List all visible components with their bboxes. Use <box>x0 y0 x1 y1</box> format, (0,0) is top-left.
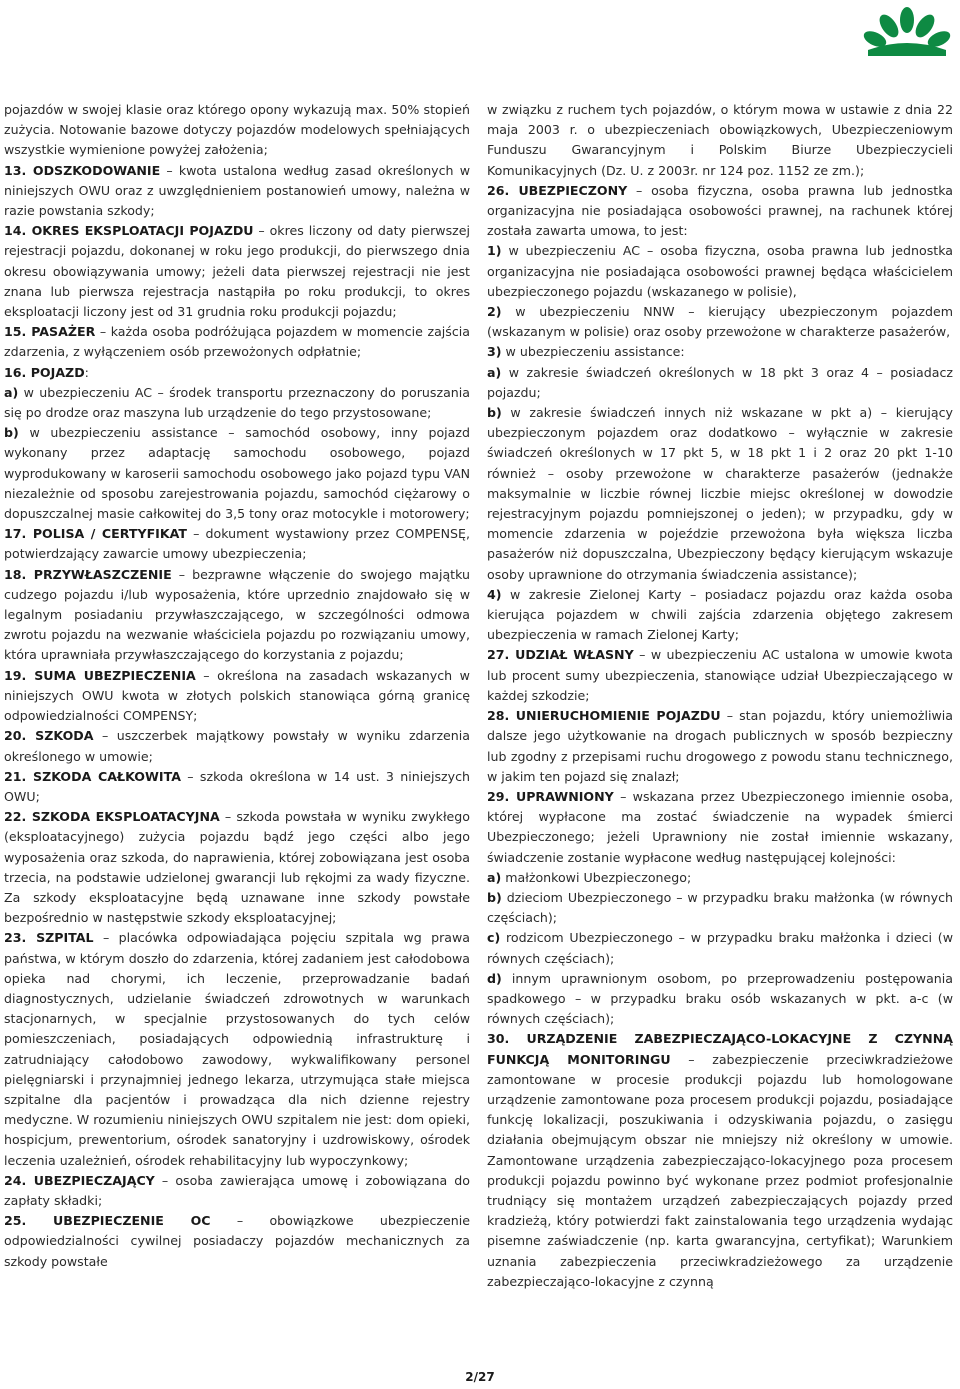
definition-text: – dokument wystawiony przez COMPENSĘ, potwierdzający zawarcie umowy ubezpieczenia; <box>4 526 470 562</box>
definition-term: 18. PRZYWŁASZCZENIE <box>4 566 172 582</box>
item-label: 2) <box>487 304 502 320</box>
definition-term: 19. SUMA UBEZPIECZENIA <box>4 667 196 683</box>
definition-text: : <box>84 364 89 380</box>
definition-text: – każda osoba podróżująca pojazdem w momencie zajścia zdarzenia, z wyłączeniem osób przewożonych odpłatnie; <box>4 324 471 360</box>
definition-term: 30. URZĄDZENIE ZABEZPIECZAJĄCO-LOKACYJNE Z CZYNNĄ FUNKCJĄ MONITORINGU <box>487 1031 953 1067</box>
definition-text: w związku z ruchem tych pojazdów, o którym mowa w ustawie z dnia 22 maja 2003 r. o ubezpieczeniach obowiązkowych, Ubezpieczeniowym Funduszu Gwarancyjnym i Polskim Biurze Ubezpieczycieli Komunikacyjnych (Dz. U. z 2003r. nr 124 poz. 1152 ze zm.); <box>487 102 953 178</box>
definition-term: 29. UPRAWNIONY <box>487 788 614 804</box>
definition-text: – wskazana przez Ubezpieczonego imiennie osoba, której wypłacone ma zostać świadczenie na wypadek śmierci Ubezpieczonego; jeżeli Uprawniony nie został imiennie wskazany, świadczenie zostanie wypłacone według następującej kolejności: <box>487 788 953 865</box>
definition-term: 14. OKRES EKSPLOATACJI POJAZDU <box>4 223 254 239</box>
definition-item <box>487 181 953 242</box>
definition-term: 17. POLISA / CERTYFIKAT <box>4 526 187 542</box>
definition-text: – szkoda określona w 14 ust. 3 niniejszych OWU; <box>4 768 470 804</box>
definition-item <box>4 322 470 362</box>
definition-text: w zakresie świadczeń innych niż wskazane w pkt a) – kierujący ubezpieczonym pojazdem oraz dodatkowo – wyłącznie w zakresie świadczeń określonych w 17 pkt 5, w 18 pkt 1 i 2 oraz 20 pkt 1-10 również – osoby przewożone w charakterze pasażerów (jednakże maksymalnie w liczbie równej liczbie miejsc określonej w dowodzie rejestracyjnym pojazdu pomniejszonej o jeden); w przypadku, gdy w momencie zdarzenia w pojeździe przewożona była większa liczba pasażerów niż dopuszczalna, Ubezpieczony będący kierującym wskazuje osoby uprawnione do otrzymania świadczenia assistance); <box>487 405 953 582</box>
definition-term: 21. SZKODA CAŁKOWITA <box>4 768 181 784</box>
definition-item <box>4 726 470 766</box>
sub-item <box>487 403 953 585</box>
definition-text: – szkoda powstała w wyniku zwykłego (eksploatacyjnego) zużycia pojazdu bądź jego części albo jego wyposażenia oraz szkoda, do naprawienia, której zobowiązana jest osoba trzecia, na podstawie udzielonej gwarancji lub rękojmi za wady fizyczne. Za szkody eksploatacyjne będą uznawane inne szkody powstałe bezpośrednio w następstwie szkody eksploatacyjnej; <box>4 809 470 926</box>
definition-text: – bezprawne włączenie do swojego majątku cudzego pojazdu i/lub wyposażenia, które uprzednio znajdowało się w legalnym posiadaniu przywłaszczającego, w szczególności odmowa zwrotu pojazdu na wezwanie właściciela pojazdu po rozwiązaniu umowy, która uprawniała przywłaszczającego do korzystania z pojazdu; <box>4 566 470 663</box>
definition-term: 20. SZKODA <box>4 728 94 744</box>
definition-text: w zakresie świadczeń określonych w 18 pkt 3 oraz 4 – posiadacz pojazdu; <box>487 364 953 400</box>
definition-term: 25. UBEZPIECZENIE OC <box>4 1213 211 1229</box>
definition-term: 26. UBEZPIECZONY <box>487 182 628 198</box>
continuation-text <box>4 100 470 161</box>
definition-text: – w ubezpieczeniu AC ustalona w umowie kwota lub procent sumy ubezpieczenia, stanowiące udział Ubezpieczającego w każdej szkodzie; <box>487 647 953 703</box>
definition-text: – okres liczony od daty pierwszej rejestracji pojazdu, dokonanej w roku jego produkcji, do pierwszego dnia okresu obowiązywania umowy; jeżeli data pierwszej rejestracji nie jest znana lub pierwsza rejestracja nastąpiła po roku produkcji, to okres eksploatacji liczony jest od 31 grudnia roku produkcji pojazdu; <box>4 223 471 320</box>
item-label: a) <box>487 364 502 380</box>
definition-item <box>4 767 470 807</box>
sub-item <box>487 363 953 403</box>
definition-item <box>4 363 470 383</box>
sub-item <box>487 241 953 302</box>
company-logo-icon <box>858 6 956 56</box>
sub-item <box>487 928 953 968</box>
sub-item <box>487 969 953 1030</box>
definition-text: rodzicom Ubezpieczonego – w przypadku braku małżonka i dzieci (w równych częściach); <box>487 930 953 966</box>
sub-item <box>487 585 953 646</box>
definition-text: – osoba zawierająca umowę i zobowiązana do zapłaty składki; <box>4 1172 470 1208</box>
definition-term: 24. UBEZPIECZAJĄCY <box>4 1172 155 1188</box>
item-label: d) <box>487 970 502 986</box>
definition-item <box>487 1029 953 1292</box>
definition-term: 22. SZKODA EKSPLOATACYJNA <box>4 809 220 825</box>
definition-item <box>4 161 470 222</box>
definition-term: 15. PASAŻER <box>4 324 96 340</box>
definition-text: małżonkowi Ubezpieczonego; <box>501 869 692 885</box>
sub-item <box>487 302 953 342</box>
definition-item <box>4 928 470 1170</box>
definition-item <box>4 565 470 666</box>
item-label: c) <box>487 930 501 946</box>
item-label: b) <box>4 425 19 441</box>
page-number: 2/27 <box>465 1370 495 1384</box>
definition-text: – określona na zasadach wskazanych w niniejszych OWU kwota w złotych polskich stanowiąca górną granicę odpowiedzialności COMPENSY; <box>4 667 470 724</box>
definition-term: 23. SZPITAL <box>4 930 94 946</box>
definition-text: – uszczerbek majątkowy powstały w wyniku zdarzenia określonego w umowie; <box>4 728 470 764</box>
continuation-text <box>487 100 953 181</box>
item-label: 1) <box>487 243 502 259</box>
definition-item <box>4 1171 470 1211</box>
right-column <box>487 100 953 1292</box>
sub-item <box>4 423 470 524</box>
sub-item <box>487 868 953 888</box>
definition-text: – stan pojazdu, który uniemożliwia dalsze jego użytkowanie na drogach publicznych w sposób bezpieczny lub zgodny z przepisami ruchu drogowego z powodu stanu technicznego, w jakim ten pojazd się znalazł; <box>487 708 953 784</box>
definition-item <box>4 666 470 727</box>
sub-item <box>487 342 953 362</box>
definition-item <box>487 706 953 787</box>
definition-text: innym uprawnionym osobom, po przeprowadzeniu postępowania spadkowego – w przypadku braku osób wskazanych w pkt. a-c (w równych częściach); <box>487 970 953 1027</box>
definition-item <box>4 807 470 928</box>
definition-text: – obowiązkowe ubezpieczenie odpowiedzialności cywilnej posiadaczy pojazdów mechanicznych za szkody powstałe <box>4 1213 470 1269</box>
sub-item <box>487 888 953 928</box>
definition-text: w ubezpieczeniu assistance: <box>501 344 685 360</box>
item-label: a) <box>4 384 19 400</box>
definition-term: 28. UNIERUCHOMIENIE POJAZDU <box>487 708 721 724</box>
definition-text: pojazdów w swojej klasie oraz którego opony wykazują max. 50% stopień zużycia. Notowanie bazowe dotyczy pojazdów modelowych spełniających wszystkie wymienione powyżej założenia; <box>4 102 470 158</box>
item-label: a) <box>487 869 502 885</box>
item-label: b) <box>487 405 502 421</box>
item-label: b) <box>487 889 502 905</box>
definition-text: – zabezpieczenie przeciwkradzieżowe zamontowane w procesie produkcji pojazdu lub homologowane urządzenie zamontowane poza procesem produkcji pojazdu, posiadające funkcję lokalizacji, poszukiwania i odzyskiwania pojazdu, o zasięgu działania obejmującym obszar nie mniejszy niż określony w umowie. Zamontowane urządzenia zabezpieczająco-lokacyjnego poza procesem produkcji pojazdu powinno być wykonane przez podmiot profesjonalnie trudniący się montażem urządzeń zabezpieczających pojazdy przed kradzieżą, który potwierdzi fakt zainstalowania tego urządzenia wydając pisemne zaświadczenie (np. karta gwarancyjna, certyfikat); Warunkiem uznania zabezpieczenia przeciwkradzieżowego za urządzenie zabezpieczająco-lokacyjne z czynną <box>487 1051 953 1289</box>
definition-term: 16. POJAZD <box>4 364 85 380</box>
item-label: 3) <box>487 344 502 360</box>
definition-text: w ubezpieczeniu assistance – samochód osobowy, inny pojazd wykonany przez adaptację samochodu osobowego, pojazd wyprodukowany w karoserii samochodu osobowego jako pojazd typu VAN niezależnie od sposobu zarejestrowania pojazdu, samochód ciężarowy o dopuszczalnej masie całkowitej do 3,5 tony oraz motocykle i motorowery; <box>4 425 470 522</box>
definition-text: w ubezpieczeniu AC – osoba fizyczna, osoba prawna lub jednostka organizacyjna nie posiadająca osobowości prawnej będąca właścicielem ubezpieczonego pojazdu (wskazanego w polisie), <box>487 243 953 299</box>
definition-item <box>487 787 953 868</box>
definition-term: 13. ODSZKODOWANIE <box>4 162 161 178</box>
definition-item <box>487 645 953 706</box>
definition-text: w zakresie Zielonej Karty – posiadacz pojazdu oraz każda osoba kierująca pojazdem w chwili zajścia zdarzenia objętego zakresem ubezpieczenia w ramach Zielonej Karty; <box>487 586 953 643</box>
definition-text: – osoba fizyczna, osoba prawna lub jednostka organizacyjna nie posiadająca osobowości prawnej, na rachunek której została zawarta umowa, to jest: <box>487 182 953 239</box>
definition-text: dzieciom Ubezpieczonego – w przypadku braku małżonka (w równych częściach); <box>487 889 953 926</box>
definition-text: – placówka odpowiadająca pojęciu szpitala wg prawa państwa, w którym doszło do zdarzenia, której zadaniem jest całodobowa opieka nad chorymi, ich leczenie, przeprowadzanie badań diagnostycznych, udzielanie świadczeń zdrowotnych w warunkach stacjonarnych, w specjalnie przystosowanych do tych celów pomieszczeniach, posiadających odpowiednią infrastrukturę i zatrudniający całodobowo zawodowy, wykwalifikowany personel pielęgniarski i przynajmniej jednego lekarza, utrzymująca stałe miejsca szpitalne dla pacjentów i prowadząca dla nich dzienne rejestry medyczne. W rozumieniu niniejszych OWU szpitalem nie jest: dom opieki, hospicjum, prewentorium, ośrodek sanatoryjny i uzdrowiskowy, ośrodek leczenia uzależnień, ośrodek rehabilitacyjny lub wypoczynkowy; <box>4 930 470 1168</box>
definition-item <box>4 221 470 322</box>
definition-text: w ubezpieczeniu NNW – kierujący ubezpieczonym pojazdem (wskazanym w polisie) oraz osoby przewożone w charakterze pasażerów, <box>487 304 953 340</box>
left-column <box>4 100 470 1272</box>
definition-text: w ubezpieczeniu AC – środek transportu przeznaczony do poruszania się po drodze oraz maszyna lub urządzenie do tego przystosowane; <box>4 384 470 421</box>
sub-item <box>4 383 470 423</box>
definition-term: 27. UDZIAŁ WŁASNY <box>487 647 634 663</box>
definition-item <box>4 524 470 564</box>
definition-text: – kwota ustalona według zasad określonych w niniejszych OWU oraz z uwzględnieniem postanowień umowy, należna w razie powstania szkody; <box>4 162 471 219</box>
item-label: 4) <box>487 586 502 602</box>
definition-item <box>4 1211 470 1272</box>
